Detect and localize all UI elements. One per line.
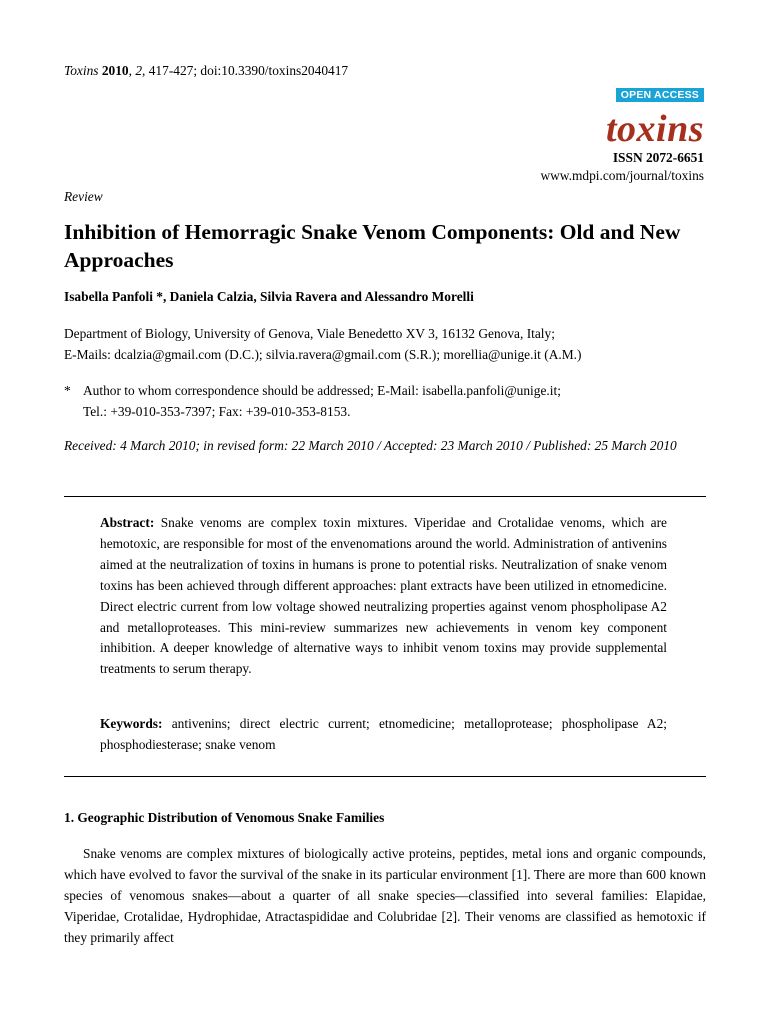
correspondence-note (64, 381, 561, 422)
correspondence-phone: Tel.: +39-010-353-7397; Fax: +39-010-353-8153. (83, 403, 351, 419)
abstract (100, 513, 667, 680)
issn: ISSN 2072-6651 (612, 150, 704, 165)
article-type: Review (64, 189, 103, 204)
journal-logo: toxins (605, 108, 704, 150)
affiliation (64, 324, 581, 365)
divider (64, 496, 706, 497)
keywords-text: antivenins; direct electric current; etnomedicine; metalloprotease; phospholipase A2; phosphodiesterase; snake venom (100, 716, 667, 752)
journal-url[interactable]: www.mdpi.com/journal/toxins (540, 168, 704, 183)
keywords-label: Keywords: (100, 716, 163, 731)
citation-year: 2010 (101, 63, 129, 78)
affiliation-emails: E-Mails: dcalzia@gmail.com (D.C.); silvia.ravera@gmail.com (S.R.); morellia@unige.it (A.M.) (64, 346, 582, 362)
body-paragraph: Snake venoms are complex mixtures of biologically active proteins, peptides, metal ions and organic compounds, which have evolved to favor the survival of the snake in its particular environment [1]. There are more than 600 known species of venomous snakes—about a quarter of all snake species—classified into several families: Elapidae, Viperidae, Crotalidae, Hydrophidae, Atractaspididae and Colubridae [2]. Their venoms are classified as hemotoxic if they primarily affect (64, 846, 706, 945)
article-title: Inhibition of Hemorragic Snake Venom Components: Old and New Approaches (64, 220, 681, 272)
correspondence-marker: * (64, 383, 71, 398)
citation-journal: Toxins (64, 63, 99, 78)
author-list: Isabella Panfoli *, Daniela Calzia, Silvia Ravera and Alessandro Morelli (64, 289, 474, 304)
keywords (100, 714, 667, 756)
section-heading: 1. Geographic Distribution of Venomous Snake Families (64, 810, 385, 825)
publication-dates: Received: 4 March 2010; in revised form: 22 March 2010 / Accepted: 23 March 2010 / Published: 25 March 2010 (64, 438, 677, 453)
abstract-label: Abstract: (100, 515, 155, 530)
affiliation-address: Department of Biology, University of Genova, Viale Benedetto XV 3, 16132 Genova, Italy; (64, 326, 555, 341)
open-access-badge: OPEN ACCESS (616, 88, 704, 102)
citation-volume: 2 (135, 63, 143, 78)
abstract-text: Snake venoms are complex toxin mixtures. Viperidae and Crotalidae venoms, which are hemotoxic, are responsible for most of the envenomations around the world. Administration of antivenins aimed at the neutralization of toxins in humans is prone to potential risks. Neutralization of snake venom toxins has been achieved through different approaches: plant extracts have been utilized in etnomedicine. Direct electric current from low voltage showed neutralizing properties against venom phospholipase A2 and metalloproteases. This mini-review summarizes new achievements in venom key component inhibition. A deeper knowledge of alternative ways to inhibit venom toxins may provide supplemental treatments to serum therapy. (100, 515, 667, 677)
divider (64, 776, 706, 777)
citation-pages-doi: , 417-427; doi:10.3390/toxins2040417 (142, 63, 349, 78)
citation-line: Toxins 2010, 2, 417-427; doi:10.3390/toxins2040417 (64, 63, 349, 78)
correspondence-email: Author to whom correspondence should be addressed; E-Mail: isabella.panfoli@unige.it; (83, 383, 561, 398)
